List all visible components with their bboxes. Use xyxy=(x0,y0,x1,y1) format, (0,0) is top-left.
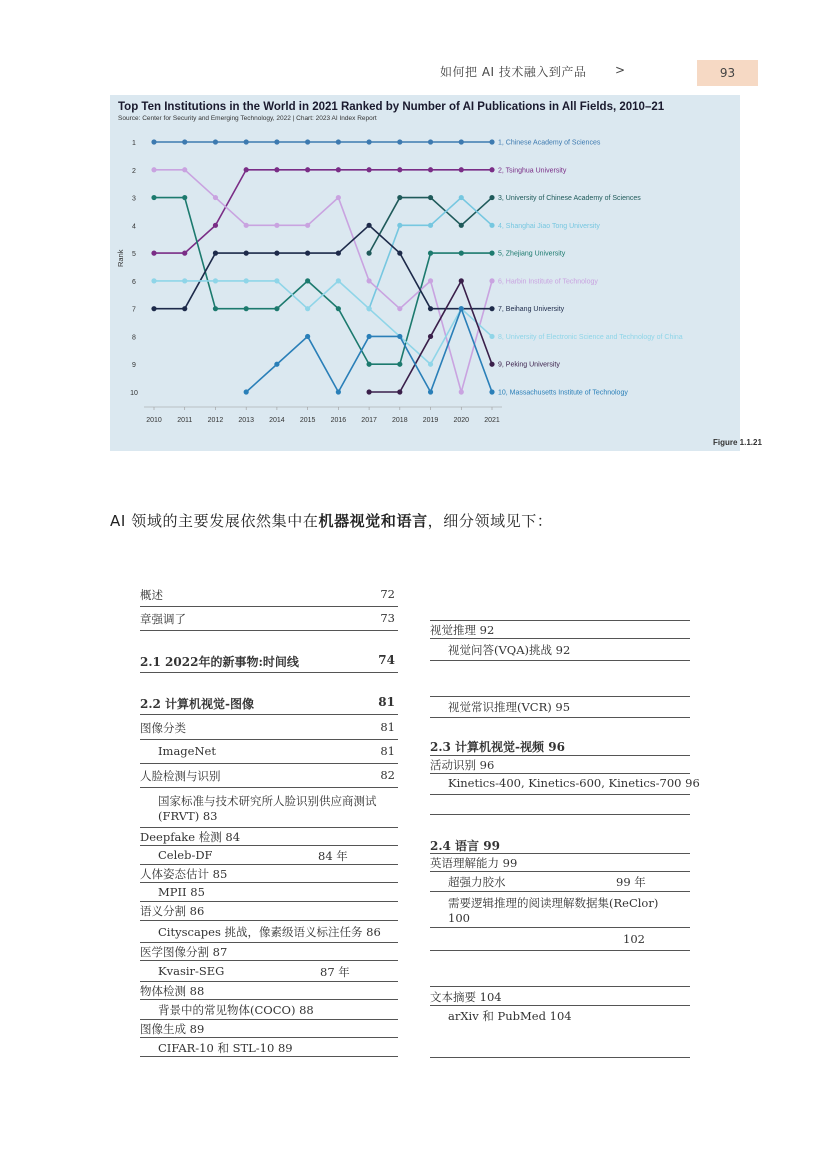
toc-page: 84 年 xyxy=(318,849,348,863)
series-point xyxy=(397,223,402,228)
series-point xyxy=(459,223,464,228)
series-point xyxy=(459,389,464,394)
series-point xyxy=(336,167,341,172)
series-point xyxy=(336,389,341,394)
series-point xyxy=(397,195,402,200)
series-point xyxy=(366,251,371,256)
series-point xyxy=(459,278,464,283)
x-tick-label: 2021 xyxy=(484,417,500,424)
toc-page: 99 年 xyxy=(616,875,646,889)
toc-page: 81 xyxy=(380,744,395,758)
series-point xyxy=(366,278,371,283)
series-point xyxy=(213,195,218,200)
series-point xyxy=(366,362,371,367)
series-point xyxy=(274,278,279,283)
x-tick-label: 2015 xyxy=(299,417,316,424)
y-tick-label: 4 xyxy=(132,223,136,231)
body-suffix: ，细分领域见下： xyxy=(427,512,553,530)
series-point xyxy=(459,167,464,172)
toc-page: 72 xyxy=(380,587,395,601)
x-tick-label: 2013 xyxy=(238,417,254,424)
series-point xyxy=(182,278,187,283)
toc-item: 语义分割 86 xyxy=(140,904,205,918)
series-point xyxy=(244,389,249,394)
series-point xyxy=(366,167,371,172)
x-tick-label: 2019 xyxy=(422,417,439,424)
series-point xyxy=(336,139,341,144)
series-label: 4, Shanghai Jiao Tong University xyxy=(498,222,600,230)
series-point xyxy=(397,167,402,172)
x-tick-label: 2014 xyxy=(269,417,285,424)
x-tick-label: 2016 xyxy=(330,417,347,424)
x-tick-label: 2012 xyxy=(207,417,224,424)
series-point xyxy=(397,362,402,367)
toc-item: 视觉推理 92 xyxy=(430,623,495,637)
toc-left xyxy=(140,580,400,1060)
series-point xyxy=(274,167,279,172)
x-tick-label: 2017 xyxy=(361,417,377,424)
series-point xyxy=(459,139,464,144)
y-tick-label: 6 xyxy=(132,278,136,286)
series-point xyxy=(151,251,156,256)
series-point xyxy=(182,306,187,311)
toc-item: Deepfake 检测 84 xyxy=(140,830,241,844)
toc-page: 74 xyxy=(378,653,395,667)
series-point xyxy=(366,334,371,339)
series-point xyxy=(305,306,310,311)
figure-label: Figure 1.1.21 xyxy=(713,438,762,447)
toc-page: 82 xyxy=(380,768,395,782)
chart-ylabel: Rank xyxy=(116,249,125,267)
toc-item: 图像生成 89 xyxy=(140,1022,205,1036)
series-point xyxy=(336,195,341,200)
series-point xyxy=(428,334,433,339)
series-point xyxy=(305,251,310,256)
series-point xyxy=(213,278,218,283)
series-point xyxy=(366,223,371,228)
toc-item: (FRVT) 83 xyxy=(158,809,218,823)
toc-page: 102 xyxy=(623,932,645,946)
toc-section: 2.2 计算机视觉-图像 xyxy=(140,697,255,711)
y-tick-label: 9 xyxy=(132,362,136,370)
series-point xyxy=(244,167,249,172)
series-point xyxy=(489,306,494,311)
toc-item: 章强调了 xyxy=(140,612,186,626)
series-point xyxy=(397,251,402,256)
rank-chart xyxy=(110,95,762,451)
series-point xyxy=(489,139,494,144)
series-point xyxy=(274,306,279,311)
series-point xyxy=(244,223,249,228)
series-point xyxy=(305,278,310,283)
series-point xyxy=(489,223,494,228)
series-point xyxy=(459,195,464,200)
toc-item: 100 xyxy=(448,911,470,925)
y-tick-label: 2 xyxy=(132,167,136,175)
series-point xyxy=(336,306,341,311)
series-point xyxy=(213,223,218,228)
series-point xyxy=(428,195,433,200)
series-label: 9, Peking University xyxy=(498,361,560,369)
series-point xyxy=(305,139,310,144)
toc-item: 人脸检测与识别 xyxy=(140,769,221,783)
series-point xyxy=(428,139,433,144)
toc-item: 人体姿态估计 85 xyxy=(140,867,228,881)
toc-item: 背景中的常见物体(COCO) 88 xyxy=(158,1003,314,1017)
series-point xyxy=(274,362,279,367)
y-tick-label: 8 xyxy=(132,334,136,342)
toc-item: Kvasir-SEG xyxy=(158,964,225,978)
series-point xyxy=(213,251,218,256)
series-point xyxy=(489,278,494,283)
toc-item: 视觉问答(VQA)挑战 92 xyxy=(448,643,571,657)
series-point xyxy=(366,306,371,311)
series-label: 8, University of Electronic Science and Technology of China xyxy=(498,333,683,341)
series-label: 2, Tsinghua University xyxy=(498,167,567,175)
series-point xyxy=(428,251,433,256)
series-point xyxy=(151,139,156,144)
series-point xyxy=(305,167,310,172)
y-tick-label: 10 xyxy=(130,390,138,397)
series-point xyxy=(489,362,494,367)
toc-right xyxy=(430,600,700,1060)
series-label: 6, Harbin Institute of Technology xyxy=(498,278,598,286)
x-tick-label: 2018 xyxy=(392,417,408,424)
y-tick-label: 3 xyxy=(132,195,136,203)
series-point xyxy=(489,251,494,256)
series-point xyxy=(182,167,187,172)
series-point xyxy=(182,251,187,256)
series-point xyxy=(182,139,187,144)
toc-item: 医学图像分割 87 xyxy=(140,945,228,959)
series-point xyxy=(489,195,494,200)
toc-section: 2.1 2022年的新事物:时间线 xyxy=(140,655,299,669)
toc-item: arXiv 和 PubMed 104 xyxy=(448,1009,572,1023)
series-label: 1, Chinese Academy of Sciences xyxy=(498,139,601,147)
toc-item: Celeb-DF xyxy=(158,848,213,862)
toc-item: 英语理解能力 99 xyxy=(430,856,518,870)
y-tick-label: 5 xyxy=(132,251,136,259)
toc-item: 视觉常识推理(VCR) 95 xyxy=(448,700,571,714)
toc-item: Kinetics-400, Kinetics-600, Kinetics-700 96 xyxy=(448,776,700,790)
series-point xyxy=(305,223,310,228)
body-emphasis: 机器视觉和语言 xyxy=(318,512,428,530)
series-point xyxy=(213,306,218,311)
series-point xyxy=(489,167,494,172)
series-point xyxy=(428,167,433,172)
toc-page: 81 xyxy=(380,720,395,734)
series-point xyxy=(366,389,371,394)
series-point xyxy=(428,362,433,367)
chart-title: Top Ten Institutions in the World in 2021 Ranked by Number of AI Publications in All Fields, 2010–21 xyxy=(118,101,665,113)
series-point xyxy=(151,195,156,200)
series-point xyxy=(244,139,249,144)
toc-page: 81 xyxy=(378,695,395,709)
series-label: 5, Zhejiang University xyxy=(498,250,566,258)
series-point xyxy=(366,139,371,144)
series-point xyxy=(397,389,402,394)
toc-item: Cityscapes 挑战，像素级语义标注任务 86 xyxy=(158,925,381,939)
series-label: 3, University of Chinese Academy of Sciences xyxy=(498,195,641,203)
toc-item: 超强力胶水 xyxy=(448,875,506,889)
page-number: 93 xyxy=(697,60,758,86)
series-point xyxy=(182,195,187,200)
series-point xyxy=(336,278,341,283)
x-tick-label: 2011 xyxy=(177,417,193,424)
series-point xyxy=(244,278,249,283)
toc-item: 图像分类 xyxy=(140,721,186,735)
toc-page: 73 xyxy=(380,611,395,625)
series-point xyxy=(274,251,279,256)
toc-item: 文本摘要 104 xyxy=(430,990,502,1004)
toc-item: 国家标准与技术研究所人脸识别供应商测试 xyxy=(158,794,377,808)
y-tick-label: 1 xyxy=(132,140,136,147)
series-point xyxy=(459,306,464,311)
series-point xyxy=(459,251,464,256)
series-point xyxy=(274,139,279,144)
series-point xyxy=(397,334,402,339)
toc-item: ImageNet xyxy=(158,744,216,758)
series-point xyxy=(244,251,249,256)
body-prefix: AI 领域的主要发展依然集中在 xyxy=(110,512,319,530)
header-arrow-icon: > xyxy=(615,63,626,77)
series-point xyxy=(489,389,494,394)
series-point xyxy=(428,278,433,283)
series-point xyxy=(244,306,249,311)
body-paragraph xyxy=(110,510,552,531)
series-point xyxy=(274,223,279,228)
x-tick-label: 2010 xyxy=(146,417,162,424)
toc-item: 活动识别 96 xyxy=(430,758,495,772)
toc-item: MPII 85 xyxy=(158,885,205,899)
toc-section: 2.4 语言 99 xyxy=(430,839,500,853)
series-point xyxy=(489,334,494,339)
series-point xyxy=(428,306,433,311)
y-tick-label: 7 xyxy=(132,306,136,314)
series-point xyxy=(151,306,156,311)
toc-item: 需要逻辑推理的阅读理解数据集(ReClor) xyxy=(448,896,659,910)
series-point xyxy=(305,334,310,339)
series-point xyxy=(336,251,341,256)
series-point xyxy=(428,389,433,394)
series-label: 10, Massachusetts Institute of Technology xyxy=(498,389,628,397)
toc-section: 2.3 计算机视觉-视频 96 xyxy=(430,740,565,754)
series-point xyxy=(428,223,433,228)
toc-item: 概述 xyxy=(140,588,163,602)
series-label: 7, Beihang University xyxy=(498,306,565,314)
series-point xyxy=(397,139,402,144)
toc-item: CIFAR-10 和 STL-10 89 xyxy=(158,1041,293,1055)
series-point xyxy=(213,139,218,144)
toc-page: 87 年 xyxy=(320,965,350,979)
chart-svg xyxy=(110,95,762,451)
series-point xyxy=(151,278,156,283)
chart-source: Source: Center for Security and Emerging Technology, 2022 | Chart: 2023 AI Index Report xyxy=(118,115,377,122)
series-point xyxy=(397,306,402,311)
header-title: 如何把 AI 技术融入到产品 xyxy=(440,65,587,79)
series-point xyxy=(151,167,156,172)
toc-item: 物体检测 88 xyxy=(140,984,205,998)
x-tick-label: 2020 xyxy=(453,417,470,424)
